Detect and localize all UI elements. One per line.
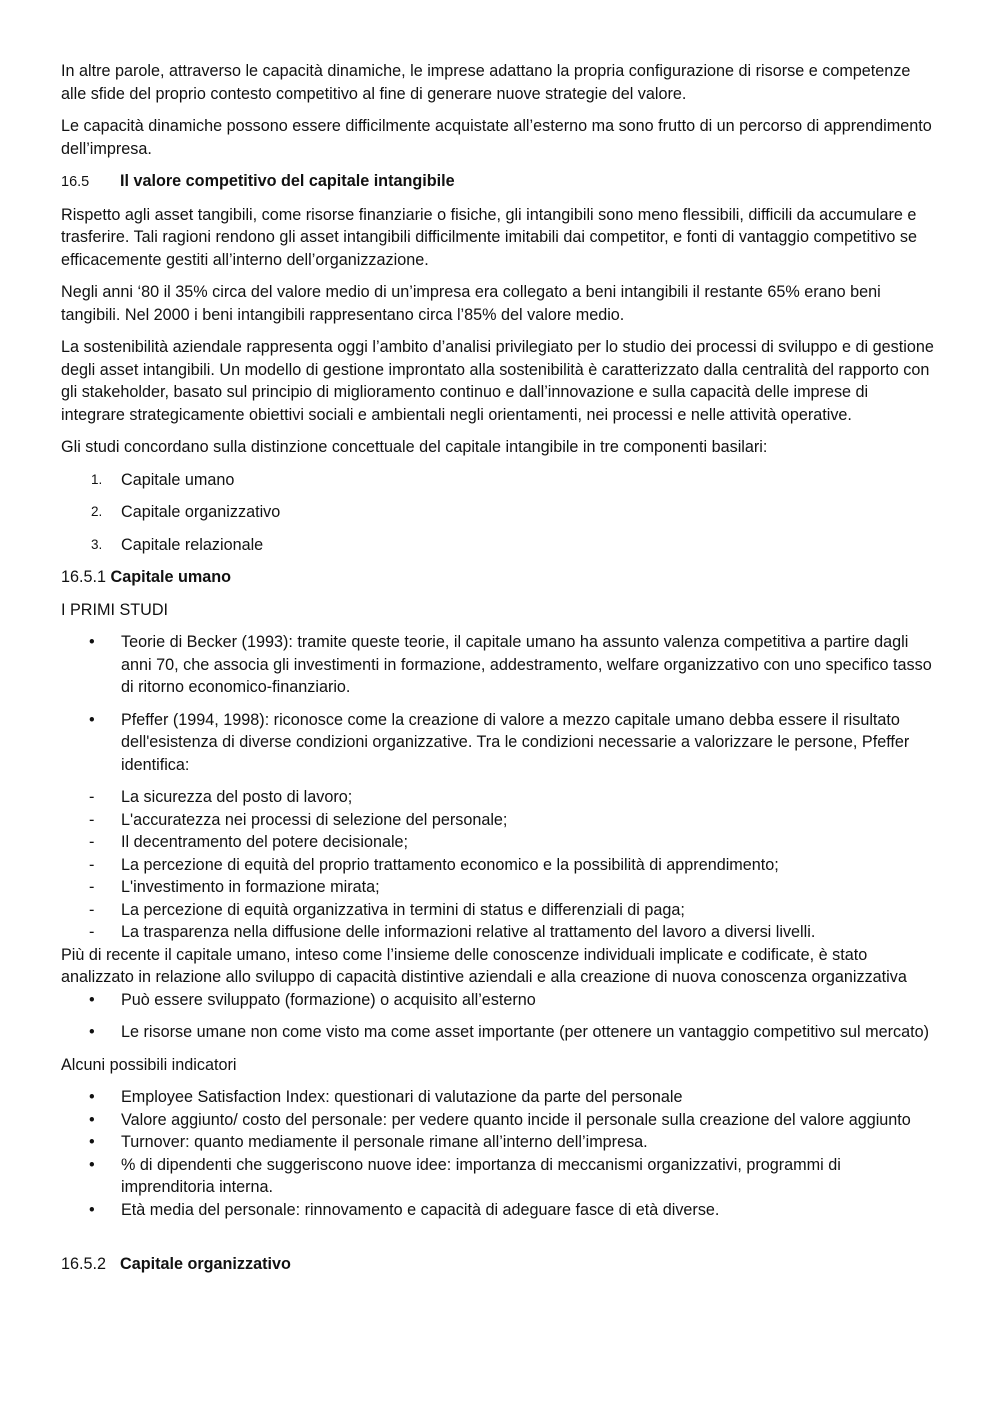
- list-item: [61, 989, 936, 1012]
- conditions-list: [61, 786, 936, 944]
- bullet-icon: •: [89, 633, 95, 651]
- list-number: 2.: [91, 504, 103, 519]
- spacer: [61, 1221, 936, 1243]
- section-number: 16.5.1: [61, 568, 107, 586]
- document-page: [61, 60, 936, 1286]
- bullet-icon: •: [89, 1023, 95, 1041]
- list-item-text: Capitale umano: [121, 470, 235, 489]
- dash-icon: -: [89, 900, 95, 919]
- paragraph-components-intro: Gli studi concordano sulla distinzione concettuale del capitale intangibile in tre componenti basilari:: [61, 438, 768, 456]
- list-item-text: La sicurezza del posto di lavoro;: [121, 788, 353, 806]
- list-item-text: Turnover: quanto mediamente il personale rimane all’interno dell’impresa.: [121, 1133, 648, 1151]
- list-item: [61, 921, 936, 944]
- paragraph-recent-studies: Più di recente il capitale umano, inteso come l’insieme delle conoscenze individuali implicate e codificate, è stato analizzato in relazione allo sviluppo di capacità distintive aziendali e alla creazione di nuova conoscenza organizzativa: [61, 945, 907, 986]
- bullet-icon: •: [89, 1133, 95, 1151]
- components-list: [61, 469, 936, 557]
- paragraph-intangibles-flexibility: Rispetto agli asset tangibili, come risorse finanziarie o fisiche, gli intangibili sono meno flessibili, difficili da accumulare e trasferire. Tali ragioni rendono gli asset intangibili difficilmente imitabili dai competitor, e fonti di vantaggio competitivo se efficacemente gestiti all’interno dell’organizzazione.: [61, 205, 917, 269]
- list-item: [61, 1109, 936, 1132]
- list-item: [61, 786, 936, 809]
- section-title: Il valore competitivo del capitale intangibile: [120, 172, 455, 190]
- studies-list: [61, 631, 936, 776]
- paragraph-intangibles-value-share: Negli anni ‘80 il 35% circa del valore medio di un’impresa era collegato a beni intangibili il restante 65% erano beni tangibili. Nel 2000 i beni intangibili rappresentano circa l’85% del valore medio.: [61, 283, 881, 324]
- dash-icon: -: [89, 810, 95, 829]
- indicators-label: Alcuni possibili indicatori: [61, 1055, 237, 1074]
- list-item-text: Teorie di Becker (1993): tramite queste teorie, il capitale umano ha assunto valenza competitiva a partire dagli anni 70, che associa gli investimenti in formazione, addestramento, welfare organizzativo con uno specifico tasso di ritorno economico-finanziario.: [121, 633, 932, 696]
- dash-icon: -: [89, 923, 95, 941]
- list-item-text: Il decentramento del potere decisionale;: [121, 833, 409, 851]
- indicators-list: [61, 1086, 936, 1221]
- list-item-text: La percezione di equità del proprio trattamento economico e la possibilità di apprendimento;: [121, 855, 779, 874]
- list-item: [61, 469, 936, 492]
- first-studies-label: I PRIMI STUDI: [61, 600, 169, 619]
- list-item: [61, 534, 936, 557]
- list-item: [61, 1199, 936, 1222]
- recent-points-list: [61, 989, 936, 1044]
- list-item-text: Capitale relazionale: [121, 535, 264, 554]
- bullet-icon: •: [89, 1155, 95, 1174]
- section-number: 16.5: [61, 174, 90, 190]
- list-item-text: % di dipendenti che suggeriscono nuove idee: importanza di meccanismi organizzativi, programmi di imprenditoria interna.: [121, 1155, 841, 1196]
- list-number: 1.: [91, 471, 103, 487]
- bullet-icon: •: [89, 710, 95, 729]
- list-item: [61, 1154, 936, 1199]
- dash-icon: -: [89, 788, 95, 806]
- list-item: [61, 854, 936, 877]
- list-item: [61, 709, 936, 777]
- section-heading-16-5-1: [61, 566, 936, 589]
- list-item: [61, 831, 936, 854]
- list-item: [61, 809, 936, 832]
- list-item: [61, 899, 936, 922]
- list-item: [61, 501, 936, 524]
- dash-icon: -: [89, 833, 95, 851]
- list-item-text: Valore aggiunto/ costo del personale: per vedere quanto incide il personale sulla creazione del valore aggiunto: [121, 1110, 911, 1129]
- list-item-text: La percezione di equità organizzativa in termini di status e differenziali di paga;: [121, 900, 685, 919]
- list-item-text: Pfeffer (1994, 1998): riconosce come la creazione di valore a mezzo capitale umano debba essere il risultato dell'esistenza di diverse condizioni organizzative. Tra le condizioni necessarie a valorizzare le persone, Pfeffer identifica:: [121, 710, 910, 774]
- list-item: [61, 1021, 936, 1044]
- intro-paragraph-2: Le capacità dinamiche possono essere difficilmente acquistate all’esterno ma sono frutto di un percorso di apprendimento dell’impresa.: [61, 117, 932, 158]
- bullet-icon: •: [89, 1200, 95, 1219]
- list-item: [61, 876, 936, 899]
- list-item-text: L'investimento in formazione mirata;: [121, 878, 380, 896]
- list-number: 3.: [91, 536, 103, 552]
- list-item-text: Capitale organizzativo: [121, 503, 281, 521]
- dash-icon: -: [89, 878, 95, 896]
- dash-icon: -: [89, 855, 95, 874]
- bullet-icon: •: [89, 1110, 95, 1129]
- list-item-text: Employee Satisfaction Index: questionari di valutazione da parte del personale: [121, 1088, 683, 1106]
- bullet-icon: •: [89, 1088, 95, 1106]
- intro-paragraph-1: In altre parole, attraverso le capacità dinamiche, le imprese adattano la propria configurazione di risorse e competenze alle sfide del proprio contesto competitivo al fine di generare nuove strategie del valore.: [61, 62, 911, 103]
- list-item: [61, 631, 936, 699]
- bullet-icon: •: [89, 990, 95, 1009]
- section-heading-16-5-2: [61, 1253, 936, 1276]
- paragraph-sustainability: La sostenibilità aziendale rappresenta oggi l’ambito d’analisi privilegiato per lo studio dei processi di sviluppo e di gestione degli asset intangibili. Un modello di gestione improntato alla sostenibilità è caratterizzato dalla centralità del rapporto con gli stakeholder, basato sul principio di miglioramento continuo e dall’innovazione e sulla capacità delle imprese di integrare strategicamente obiettivi sociali e ambientali negli orientamenti, nei processi e nelle attività operative.: [61, 338, 934, 424]
- section-number: 16.5.2: [61, 1255, 107, 1273]
- list-item: [61, 1086, 936, 1109]
- section-title: Capitale umano: [110, 568, 232, 586]
- list-item-text: L'accuratezza nei processi di selezione del personale;: [121, 810, 508, 829]
- list-item-text: La trasparenza nella diffusione delle informazioni relative al trattamento del lavoro a diversi livelli.: [121, 923, 816, 941]
- list-item: [61, 1131, 936, 1154]
- list-item-text: Le risorse umane non come visto ma come asset importante (per ottenere un vantaggio competitivo sul mercato): [121, 1023, 929, 1041]
- list-item-text: Può essere sviluppato (formazione) o acquisito all’esterno: [121, 990, 536, 1009]
- section-heading-16-5: [61, 170, 936, 194]
- section-title: Capitale organizzativo: [120, 1255, 291, 1273]
- list-item-text: Età media del personale: rinnovamento e capacità di adeguare fasce di età diverse.: [121, 1200, 720, 1219]
